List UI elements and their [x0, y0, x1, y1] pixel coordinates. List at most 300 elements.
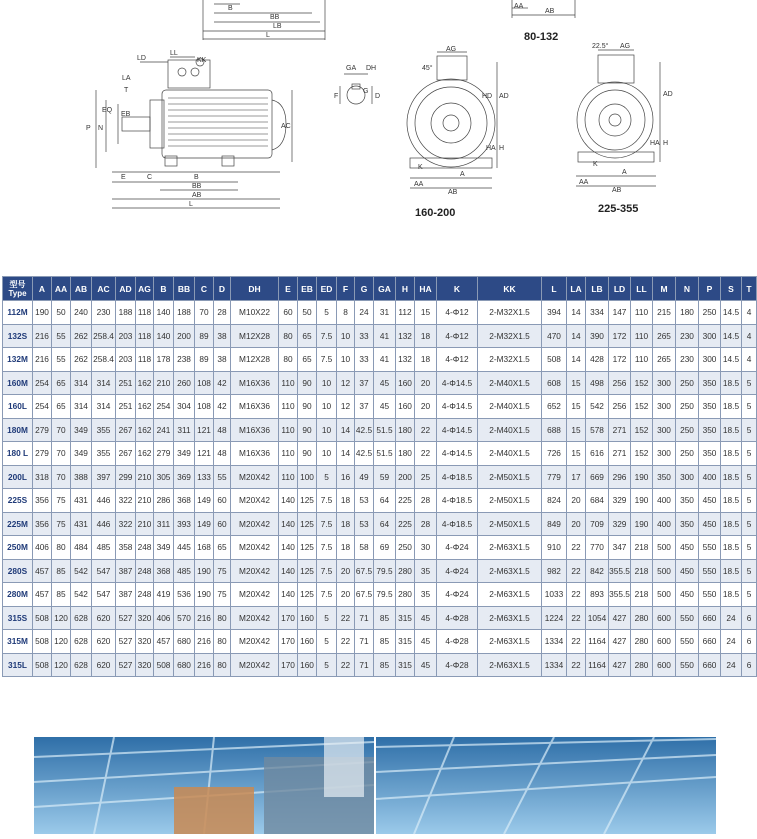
cell-la: 15	[567, 418, 586, 442]
header-s: S	[721, 277, 742, 301]
cell-la: 15	[567, 371, 586, 395]
cell-k: 4-Φ28	[437, 653, 478, 677]
header-eb: EB	[298, 277, 317, 301]
cell-h: 225	[396, 512, 415, 536]
cell-eb: 65	[298, 348, 317, 372]
cell-ld: 256	[609, 395, 631, 419]
cell-c: 89	[195, 348, 214, 372]
header-b: B	[154, 277, 174, 301]
cell-lb: 498	[586, 371, 609, 395]
cell-aa: 120	[52, 606, 71, 630]
cell-ad: 203	[116, 348, 136, 372]
cell-bb: 570	[174, 606, 195, 630]
cell-m: 500	[653, 583, 676, 607]
cell-d: 28	[214, 301, 231, 325]
cell-ha: 45	[415, 606, 437, 630]
cell-ll: 218	[631, 559, 653, 583]
cell-f: 22	[337, 653, 355, 677]
cell-g: 71	[355, 606, 374, 630]
cell-a: 279	[33, 442, 52, 466]
cell-la: 22	[567, 630, 586, 654]
cell-eb: 160	[298, 630, 317, 654]
header-k: K	[437, 277, 478, 301]
factory-photo-art	[34, 737, 716, 834]
dim-top-aa: AA	[514, 3, 524, 10]
cell-l: 394	[542, 301, 567, 325]
dim-b: B	[194, 174, 199, 181]
header-ga: GA	[374, 277, 396, 301]
dim-k-160: K	[418, 164, 423, 171]
cell-t: 5	[742, 489, 757, 513]
cell-eb: 125	[298, 489, 317, 513]
cell-eb: 90	[298, 395, 317, 419]
cell-m: 300	[653, 442, 676, 466]
cell-la: 22	[567, 653, 586, 677]
dim-ag-160: AG	[446, 46, 457, 53]
cell-lb: 334	[586, 301, 609, 325]
cell-b: 508	[154, 653, 174, 677]
cell-aa: 55	[52, 324, 71, 348]
cell-ac: 397	[92, 465, 116, 489]
header-f: F	[337, 277, 355, 301]
cell-n: 550	[676, 630, 699, 654]
cell-p: 300	[699, 348, 721, 372]
cell-g: 37	[355, 395, 374, 419]
cell-l: 824	[542, 489, 567, 513]
cell-aa: 75	[52, 512, 71, 536]
cell-lb: 842	[586, 559, 609, 583]
cell-ld: 329	[609, 512, 631, 536]
cell-la: 14	[567, 324, 586, 348]
header-g: G	[355, 277, 374, 301]
cell-t: 4	[742, 324, 757, 348]
dim-22deg: 22.5°	[592, 43, 609, 50]
cell-ll: 280	[631, 653, 653, 677]
cell-f: 12	[337, 395, 355, 419]
cell-c: 168	[195, 536, 214, 560]
row-type-cell: 280M	[3, 583, 33, 607]
cell-t: 5	[742, 583, 757, 607]
dim-f: F	[334, 93, 339, 100]
header-bb: BB	[174, 277, 195, 301]
cell-s: 18.5	[721, 418, 742, 442]
row-type-cell: 132M	[3, 348, 33, 372]
cell-d: 48	[214, 442, 231, 466]
header-type-cn: 型号	[9, 279, 26, 289]
cell-n: 250	[676, 442, 699, 466]
cell-a: 216	[33, 324, 52, 348]
cell-kk: 2-M63X1.5	[478, 606, 542, 630]
table-row	[3, 606, 757, 630]
cell-bb: 369	[174, 465, 195, 489]
cell-ac: 446	[92, 512, 116, 536]
cell-dh: M20X42	[231, 536, 279, 560]
row-type-cell: 200L	[3, 465, 33, 489]
cell-ld: 296	[609, 465, 631, 489]
cell-aa: 85	[52, 583, 71, 607]
cell-b: 140	[154, 301, 174, 325]
cell-kk: 2-M40X1.5	[478, 371, 542, 395]
header-dh: DH	[231, 277, 279, 301]
cell-f: 10	[337, 324, 355, 348]
cell-ad: 188	[116, 301, 136, 325]
cell-t: 6	[742, 653, 757, 677]
cell-ed: 5	[317, 630, 337, 654]
cell-c: 70	[195, 301, 214, 325]
cell-ga: 31	[374, 301, 396, 325]
cell-e: 140	[279, 583, 298, 607]
cell-ag: 210	[136, 512, 154, 536]
range-80-132: 80-132	[524, 31, 559, 43]
cell-ga: 79.5	[374, 559, 396, 583]
cell-c: 121	[195, 442, 214, 466]
header-ha: HA	[415, 277, 437, 301]
cell-a: 457	[33, 559, 52, 583]
cell-d: 42	[214, 371, 231, 395]
row-type-cell: 180M	[3, 418, 33, 442]
cell-ag: 320	[136, 606, 154, 630]
cell-ll: 110	[631, 348, 653, 372]
cell-p: 660	[699, 606, 721, 630]
cell-dh: M16X36	[231, 395, 279, 419]
cell-ac: 355	[92, 418, 116, 442]
cell-ga: 64	[374, 512, 396, 536]
cell-k: 4-Φ14.5	[437, 371, 478, 395]
cell-ll: 110	[631, 324, 653, 348]
cell-aa: 65	[52, 395, 71, 419]
cell-k: 4-Φ12	[437, 348, 478, 372]
cell-ll: 280	[631, 630, 653, 654]
range-160-200: 160-200	[415, 207, 456, 219]
cell-n: 230	[676, 324, 699, 348]
cell-la: 20	[567, 489, 586, 513]
cell-ab: 484	[71, 536, 92, 560]
cell-aa: 120	[52, 653, 71, 677]
cell-ll: 218	[631, 536, 653, 560]
row-type-cell: 180 L	[3, 442, 33, 466]
dim-g: G	[363, 88, 369, 95]
cell-ad: 251	[116, 395, 136, 419]
cell-ac: 620	[92, 606, 116, 630]
cell-ag: 162	[136, 371, 154, 395]
cell-ld: 172	[609, 348, 631, 372]
cell-lb: 578	[586, 418, 609, 442]
cell-ll: 190	[631, 489, 653, 513]
dim-a-225: A	[622, 169, 627, 176]
cell-b: 241	[154, 418, 174, 442]
cell-dh: M20X42	[231, 653, 279, 677]
cell-ha: 28	[415, 512, 437, 536]
cell-n: 250	[676, 371, 699, 395]
cell-l: 508	[542, 348, 567, 372]
cell-ll: 280	[631, 606, 653, 630]
cell-ab: 314	[71, 395, 92, 419]
dim-top-l: L	[266, 32, 270, 39]
cell-bb: 485	[174, 559, 195, 583]
cell-aa: 85	[52, 559, 71, 583]
cell-c: 190	[195, 583, 214, 607]
cell-bb: 304	[174, 395, 195, 419]
dim-ad-160: AD	[499, 93, 509, 100]
cell-aa: 70	[52, 418, 71, 442]
cell-t: 5	[742, 465, 757, 489]
cell-d: 38	[214, 324, 231, 348]
cell-ld: 427	[609, 606, 631, 630]
cell-ag: 210	[136, 465, 154, 489]
cell-bb: 260	[174, 371, 195, 395]
cell-ab: 388	[71, 465, 92, 489]
cell-n: 450	[676, 583, 699, 607]
cell-e: 170	[279, 653, 298, 677]
cell-dh: M20X42	[231, 583, 279, 607]
table-row	[3, 489, 757, 513]
cell-la: 22	[567, 606, 586, 630]
cell-lb: 669	[586, 465, 609, 489]
cell-h: 200	[396, 465, 415, 489]
cell-a: 457	[33, 583, 52, 607]
cell-ld: 256	[609, 371, 631, 395]
cell-ga: 85	[374, 630, 396, 654]
cell-g: 53	[355, 489, 374, 513]
row-type-cell: 132S	[3, 324, 33, 348]
cell-c: 216	[195, 653, 214, 677]
cell-l: 1224	[542, 606, 567, 630]
header-ac: AC	[92, 277, 116, 301]
cell-k: 4-Φ24	[437, 559, 478, 583]
cell-dh: M16X36	[231, 418, 279, 442]
header-m: M	[653, 277, 676, 301]
cell-l: 652	[542, 395, 567, 419]
cell-eb: 90	[298, 442, 317, 466]
cell-k: 4-Φ12	[437, 324, 478, 348]
cell-b: 210	[154, 371, 174, 395]
cell-s: 18.5	[721, 583, 742, 607]
cell-ed: 5	[317, 301, 337, 325]
cell-kk: 2-M50X1.5	[478, 512, 542, 536]
dim-ha-160: HA	[486, 145, 496, 152]
cell-s: 14.5	[721, 324, 742, 348]
cell-c: 216	[195, 630, 214, 654]
cell-lb: 770	[586, 536, 609, 560]
cell-n: 250	[676, 418, 699, 442]
cell-dh: M20X42	[231, 606, 279, 630]
cell-eb: 125	[298, 536, 317, 560]
cell-ha: 18	[415, 348, 437, 372]
cell-m: 600	[653, 606, 676, 630]
dim-d: D	[375, 93, 381, 100]
cell-la: 15	[567, 442, 586, 466]
cell-eb: 125	[298, 512, 317, 536]
cell-n: 350	[676, 512, 699, 536]
cell-ll: 190	[631, 465, 653, 489]
dim-dh: DH	[366, 65, 377, 72]
cell-h: 225	[396, 489, 415, 513]
table-row	[3, 442, 757, 466]
cell-m: 400	[653, 489, 676, 513]
cell-b: 254	[154, 395, 174, 419]
cell-m: 600	[653, 653, 676, 677]
cell-kk: 2-M63X1.5	[478, 630, 542, 654]
cell-n: 250	[676, 395, 699, 419]
cell-ac: 258.4	[92, 348, 116, 372]
cell-l: 849	[542, 512, 567, 536]
header-ld: LD	[609, 277, 631, 301]
cell-aa: 75	[52, 489, 71, 513]
cell-g: 42.5	[355, 418, 374, 442]
cell-d: 48	[214, 418, 231, 442]
cell-lb: 709	[586, 512, 609, 536]
header-kk: KK	[478, 277, 542, 301]
table-row	[3, 583, 757, 607]
cell-n: 180	[676, 301, 699, 325]
header-type	[3, 277, 33, 301]
cell-h: 112	[396, 301, 415, 325]
cell-ad: 387	[116, 559, 136, 583]
cell-ed: 7.5	[317, 348, 337, 372]
cell-m: 215	[653, 301, 676, 325]
row-type-cell: 225S	[3, 489, 33, 513]
cell-e: 110	[279, 418, 298, 442]
cell-ad: 322	[116, 512, 136, 536]
cell-ac: 547	[92, 583, 116, 607]
dim-ag-225: AG	[620, 43, 631, 50]
cell-kk: 2-M63X1.5	[478, 653, 542, 677]
cell-c: 190	[195, 559, 214, 583]
cell-h: 160	[396, 371, 415, 395]
cell-ga: 45	[374, 371, 396, 395]
dim-p: P	[86, 125, 91, 132]
cell-g: 71	[355, 630, 374, 654]
cell-ga: 51.5	[374, 418, 396, 442]
dim-45deg: 45°	[422, 65, 433, 72]
cell-ed: 7.5	[317, 536, 337, 560]
table-row	[3, 395, 757, 419]
cell-l: 910	[542, 536, 567, 560]
cell-kk: 2-M50X1.5	[478, 489, 542, 513]
cell-la: 22	[567, 583, 586, 607]
cell-ag: 248	[136, 559, 154, 583]
cell-b: 419	[154, 583, 174, 607]
cell-kk: 2-M50X1.5	[478, 465, 542, 489]
cell-ad: 267	[116, 418, 136, 442]
cell-ll: 218	[631, 583, 653, 607]
cell-ac: 314	[92, 395, 116, 419]
cell-e: 80	[279, 324, 298, 348]
cell-e: 60	[279, 301, 298, 325]
cell-p: 550	[699, 583, 721, 607]
cell-eb: 125	[298, 583, 317, 607]
cell-p: 450	[699, 489, 721, 513]
dim-c: C	[147, 174, 153, 181]
cell-e: 110	[279, 465, 298, 489]
cell-aa: 80	[52, 536, 71, 560]
cell-e: 110	[279, 395, 298, 419]
cell-b: 140	[154, 324, 174, 348]
cell-ad: 527	[116, 606, 136, 630]
cell-t: 4	[742, 301, 757, 325]
cell-dh: M20X42	[231, 559, 279, 583]
cell-ac: 314	[92, 371, 116, 395]
cell-ga: 41	[374, 348, 396, 372]
cell-aa: 120	[52, 630, 71, 654]
cell-s: 18.5	[721, 536, 742, 560]
cell-ga: 51.5	[374, 442, 396, 466]
dim-h-225: H	[663, 140, 669, 147]
cell-kk: 2-M32X1.5	[478, 348, 542, 372]
dim-ac: AC	[281, 123, 291, 130]
cell-e: 170	[279, 606, 298, 630]
table-row	[3, 559, 757, 583]
cell-bb: 238	[174, 348, 195, 372]
cell-d: 80	[214, 606, 231, 630]
cell-ga: 79.5	[374, 583, 396, 607]
dim-ga: GA	[346, 65, 357, 72]
cell-m: 500	[653, 559, 676, 583]
cell-ed: 5	[317, 606, 337, 630]
cell-s: 18.5	[721, 489, 742, 513]
header-d: D	[214, 277, 231, 301]
cell-d: 80	[214, 653, 231, 677]
cell-lb: 1164	[586, 653, 609, 677]
cell-ab: 431	[71, 489, 92, 513]
cell-ga: 59	[374, 465, 396, 489]
cell-ag: 118	[136, 324, 154, 348]
cell-a: 254	[33, 371, 52, 395]
cell-l: 726	[542, 442, 567, 466]
cell-bb: 680	[174, 630, 195, 654]
dim-top-ab: AB	[545, 8, 555, 15]
cell-e: 140	[279, 512, 298, 536]
cell-eb: 125	[298, 559, 317, 583]
cell-ld: 329	[609, 489, 631, 513]
cell-dh: M20X42	[231, 630, 279, 654]
cell-g: 24	[355, 301, 374, 325]
dim-eb: EB	[121, 111, 131, 118]
cell-ha: 25	[415, 465, 437, 489]
table-row	[3, 324, 757, 348]
cell-d: 38	[214, 348, 231, 372]
cell-m: 500	[653, 536, 676, 560]
cell-s: 18.5	[721, 559, 742, 583]
cell-h: 315	[396, 630, 415, 654]
cell-f: 22	[337, 630, 355, 654]
cell-g: 71	[355, 653, 374, 677]
cell-ag: 162	[136, 418, 154, 442]
cell-ld: 347	[609, 536, 631, 560]
cell-ac: 620	[92, 653, 116, 677]
cell-dh: M20X42	[231, 512, 279, 536]
cell-ld: 271	[609, 418, 631, 442]
cell-ga: 41	[374, 324, 396, 348]
cell-f: 20	[337, 559, 355, 583]
cell-eb: 160	[298, 653, 317, 677]
cell-k: 4-Φ28	[437, 630, 478, 654]
header-h: H	[396, 277, 415, 301]
cell-ha: 22	[415, 418, 437, 442]
header-la: LA	[567, 277, 586, 301]
cell-l: 688	[542, 418, 567, 442]
cell-a: 279	[33, 418, 52, 442]
header-p: P	[699, 277, 721, 301]
row-type-cell: 225M	[3, 512, 33, 536]
cell-ed: 10	[317, 395, 337, 419]
cell-la: 15	[567, 395, 586, 419]
cell-bb: 188	[174, 301, 195, 325]
dim-ad-225: AD	[663, 91, 673, 98]
cell-k: 4-Φ14.5	[437, 418, 478, 442]
dim-aa-160: AA	[414, 181, 424, 188]
cell-c: 216	[195, 606, 214, 630]
